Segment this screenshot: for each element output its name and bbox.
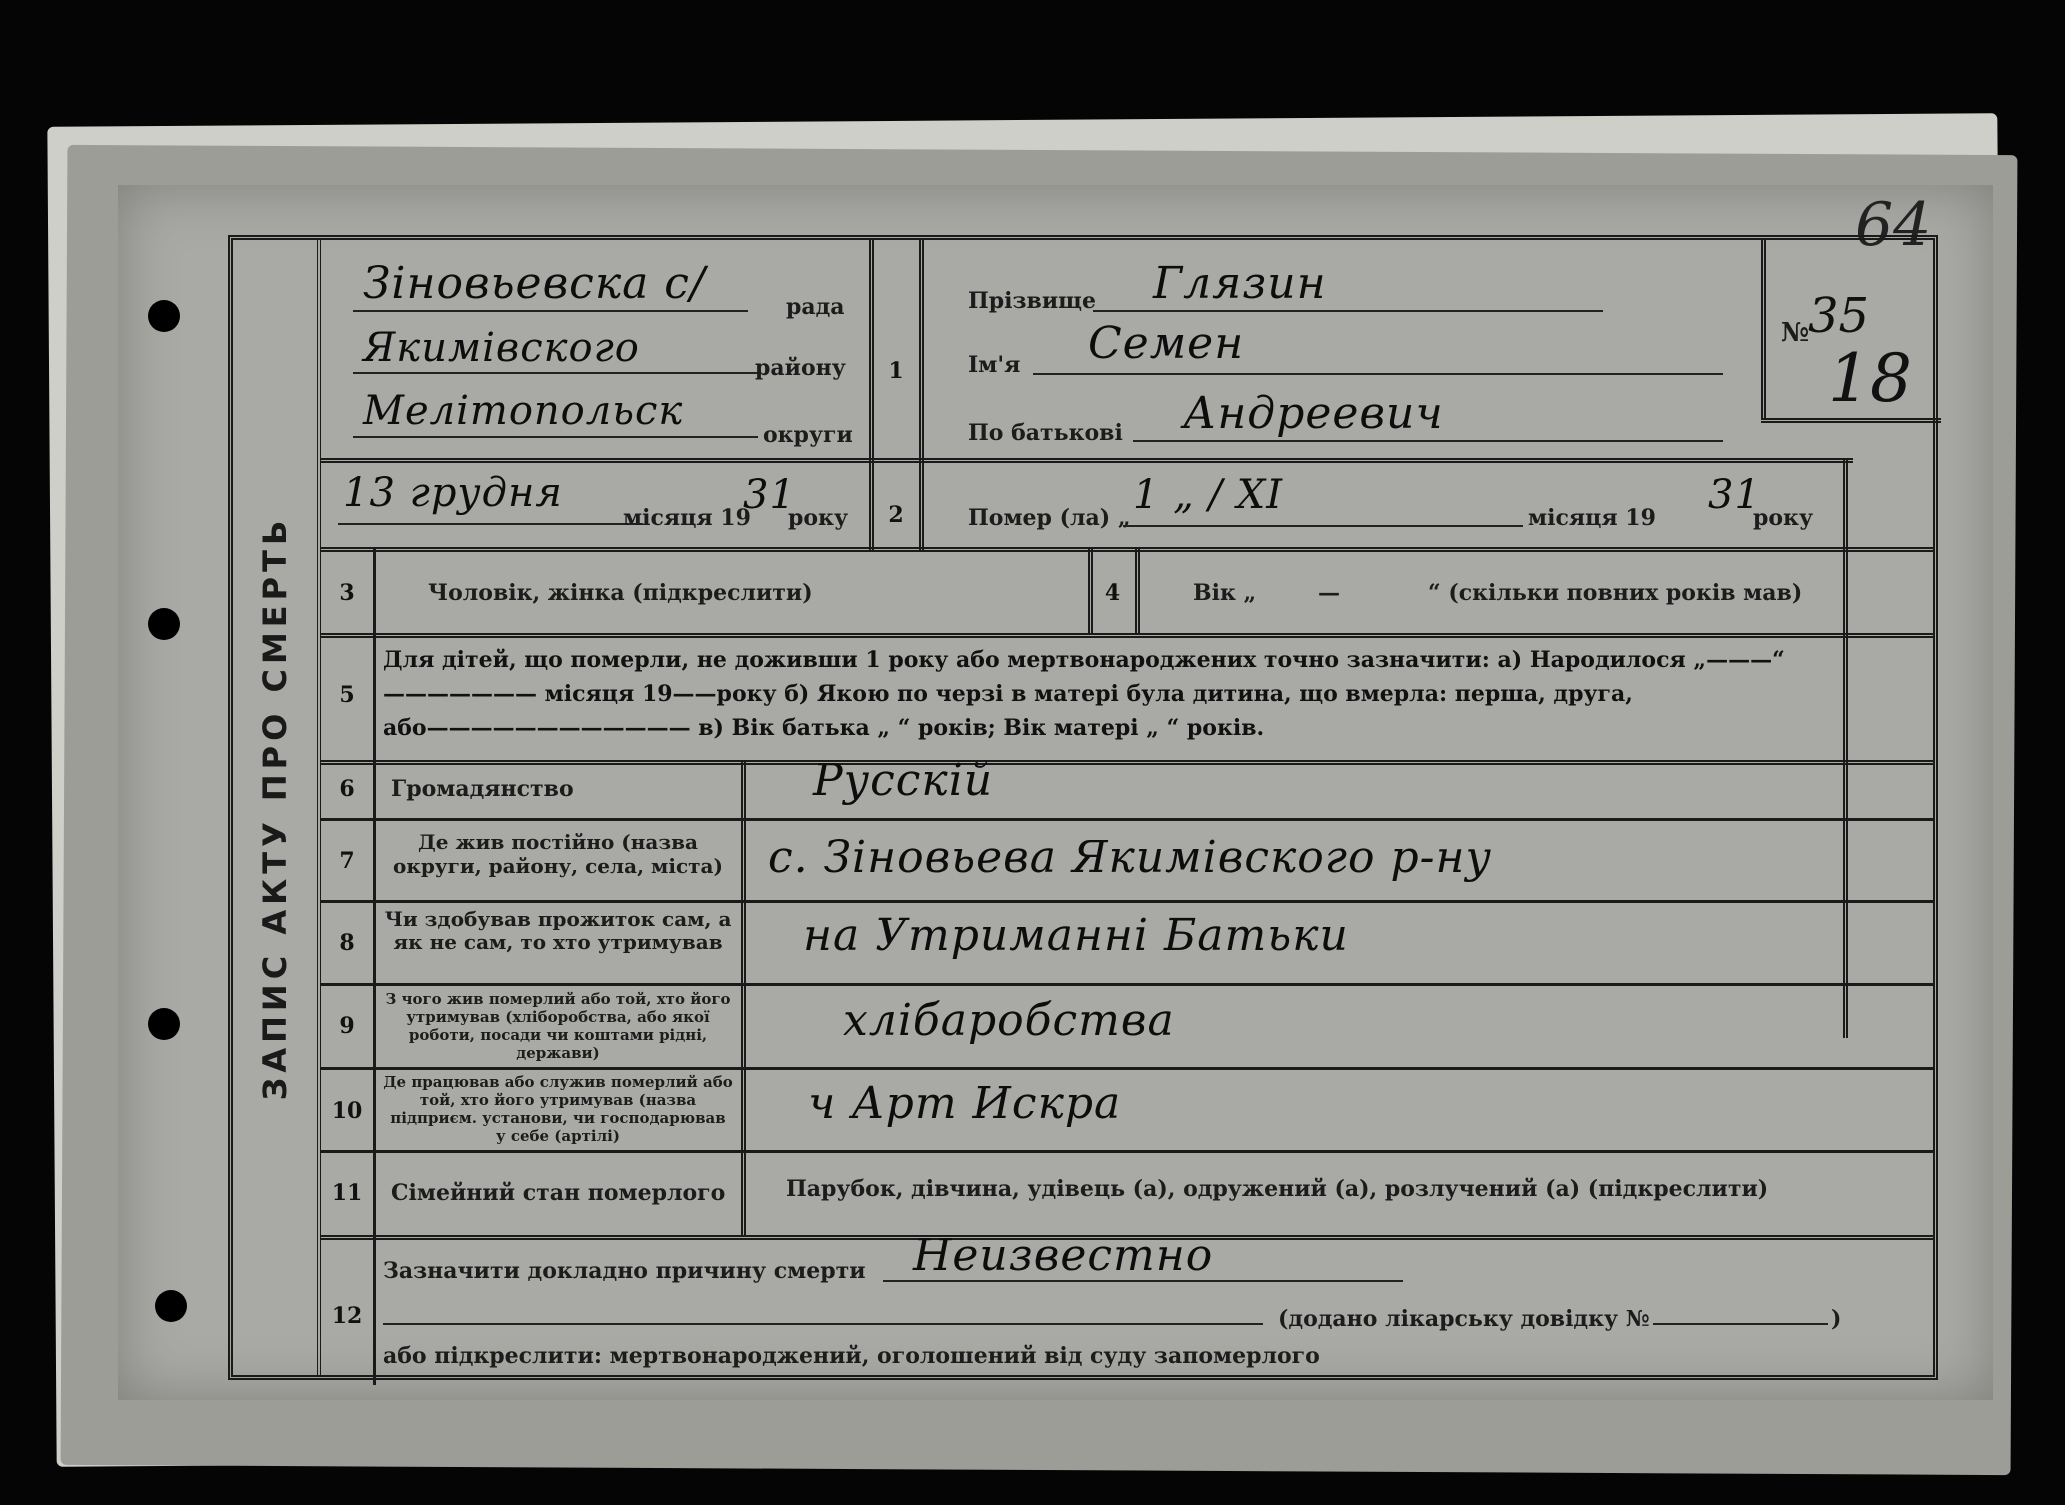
rule — [321, 983, 1933, 986]
underline — [338, 523, 643, 525]
punch-hole — [148, 300, 180, 332]
okruga-label: округи — [763, 422, 853, 448]
rule — [321, 1067, 1933, 1070]
rule — [321, 1150, 1933, 1153]
income-source-label: З чого жив померлий або той, хто його утримував (хліборобства, або якої роботи, посади чи коштами рідні, держави) — [385, 990, 731, 1062]
row-number: 12 — [331, 1303, 363, 1329]
infant-instructions-line2: ——————— місяця 19——року б) Якою по черзі в матері була дитина, що вмерла: перша, друга, — [383, 681, 1633, 707]
underline — [1123, 525, 1523, 527]
rule — [373, 547, 376, 1385]
row-number: 4 — [1104, 580, 1121, 606]
died-month-label: місяця 19 — [1528, 505, 1656, 531]
rada-value: Зіновьевска с/ — [363, 258, 706, 309]
died-value: 1 „ / XI — [1133, 472, 1284, 518]
underline — [1133, 440, 1723, 442]
citizenship-value: Русскій — [813, 755, 994, 806]
age-suffix: “ (скільки повних років мав) — [1428, 580, 1803, 606]
row-number: 11 — [331, 1180, 363, 1206]
workplace-value: ч Арт Искра — [808, 1078, 1122, 1129]
registration-date: 13 грудня — [343, 470, 563, 516]
registration-year: 31 — [743, 472, 796, 518]
raion-label: району — [755, 355, 846, 381]
row-number: 8 — [339, 930, 355, 956]
name-value: Семен — [1088, 318, 1245, 369]
died-year-label: року — [1753, 505, 1814, 531]
okruga-value: Мелітопольск — [363, 388, 684, 434]
died-label: Помер (ла) „ — [968, 505, 1131, 531]
month-label: місяця 19 — [623, 505, 751, 531]
punch-hole — [155, 1290, 187, 1322]
underline — [383, 1323, 1263, 1325]
cause-label: Зазначити докладно причину смерти — [383, 1258, 866, 1284]
underline — [1653, 1323, 1828, 1325]
infant-instructions-line3: або———————————— в) Вік батька „ “ років; Вік матері „ “ років. — [383, 715, 1265, 741]
certificate-label: (додано лікарську довідку № — [1278, 1306, 1650, 1332]
record-no-value: 35 — [1808, 288, 1870, 344]
alt-status-text: або підкреслити: мертвонароджений, оголошений від суду запомерлого — [383, 1343, 1320, 1369]
marital-status-options: Парубок, дівчина, удівець (а), одружений (а), розлучений (а) (підкреслити) — [786, 1176, 1769, 1202]
residence-label: Де жив постійно (назва округи, району, села, міста) — [393, 830, 723, 878]
underline — [353, 436, 758, 438]
age-value: — — [1318, 580, 1340, 606]
row-number: 5 — [339, 682, 355, 708]
marital-status-label: Сімейний стан померлого — [391, 1180, 726, 1206]
underline — [883, 1280, 1403, 1282]
livelihood-label: Чи здобував прожиток сам, а як не сам, то хто утримував — [384, 907, 732, 954]
livelihood-value: на Утриманні Батьки — [803, 910, 1349, 961]
corner-note: 64 — [1855, 190, 1932, 260]
surname-value: Глязин — [1153, 258, 1327, 309]
certificate-close: ) — [1831, 1306, 1842, 1332]
rule — [1761, 418, 1941, 423]
rule — [1843, 458, 1848, 1038]
underline — [1093, 310, 1603, 312]
rule — [741, 760, 746, 1237]
citizenship-label: Громадянство — [391, 776, 574, 802]
row-number: 6 — [339, 776, 355, 802]
rule — [321, 547, 1933, 552]
rule — [321, 458, 1853, 463]
rule — [1135, 547, 1140, 635]
residence-value: с. Зіновьева Якимівского р-ну — [768, 832, 1492, 883]
row-number: 3 — [339, 580, 355, 606]
row-number: 10 — [331, 1098, 363, 1124]
workplace-label: Де працював або служив померлий або той, хто його утримував (назва підприєм. установи, чи господарював у себе (артілі) — [383, 1073, 733, 1145]
death-record-form — [228, 235, 1938, 1380]
cause-value: Неизвестно — [913, 1230, 1214, 1281]
died-year: 31 — [1708, 472, 1761, 518]
underline — [353, 310, 748, 312]
rule — [321, 760, 1933, 765]
surname-label: Прізвище — [968, 288, 1096, 314]
age-label: Вік „ — [1193, 580, 1257, 606]
name-label: Ім'я — [968, 352, 1021, 378]
income-source-value: хлібаробства — [843, 995, 1175, 1046]
rada-label: рада — [786, 294, 845, 320]
row-number: 1 — [888, 358, 904, 384]
sex-options: Чоловік, жінка (підкреслити) — [428, 580, 813, 606]
patronymic-label: По батькові — [968, 420, 1123, 446]
rule — [1761, 240, 1766, 420]
raion-value: Якимівского — [363, 325, 640, 371]
rule — [919, 240, 924, 552]
record-no-label: № — [1781, 318, 1810, 348]
record-no-extra: 18 — [1828, 340, 1912, 417]
rule — [321, 818, 1933, 821]
punch-hole — [148, 1008, 180, 1040]
row-number: 9 — [339, 1013, 355, 1039]
form-title: ЗАПИС АКТУ ПРО СМЕРТЬ — [256, 515, 294, 1100]
patronymic-value: Андреевич — [1183, 388, 1444, 439]
underline — [1033, 373, 1723, 375]
rule — [321, 633, 1933, 638]
year-label: року — [788, 505, 849, 531]
side-title-panel — [233, 240, 321, 1375]
infant-instructions-line1: Для дітей, що померли, не доживши 1 року або мертвонароджених точно зазначити: а) Народилося „———“ — [383, 647, 1785, 673]
punch-hole — [148, 608, 180, 640]
row-number: 2 — [888, 502, 904, 528]
rule — [321, 900, 1933, 903]
row-number: 7 — [339, 848, 355, 874]
underline — [353, 372, 758, 374]
